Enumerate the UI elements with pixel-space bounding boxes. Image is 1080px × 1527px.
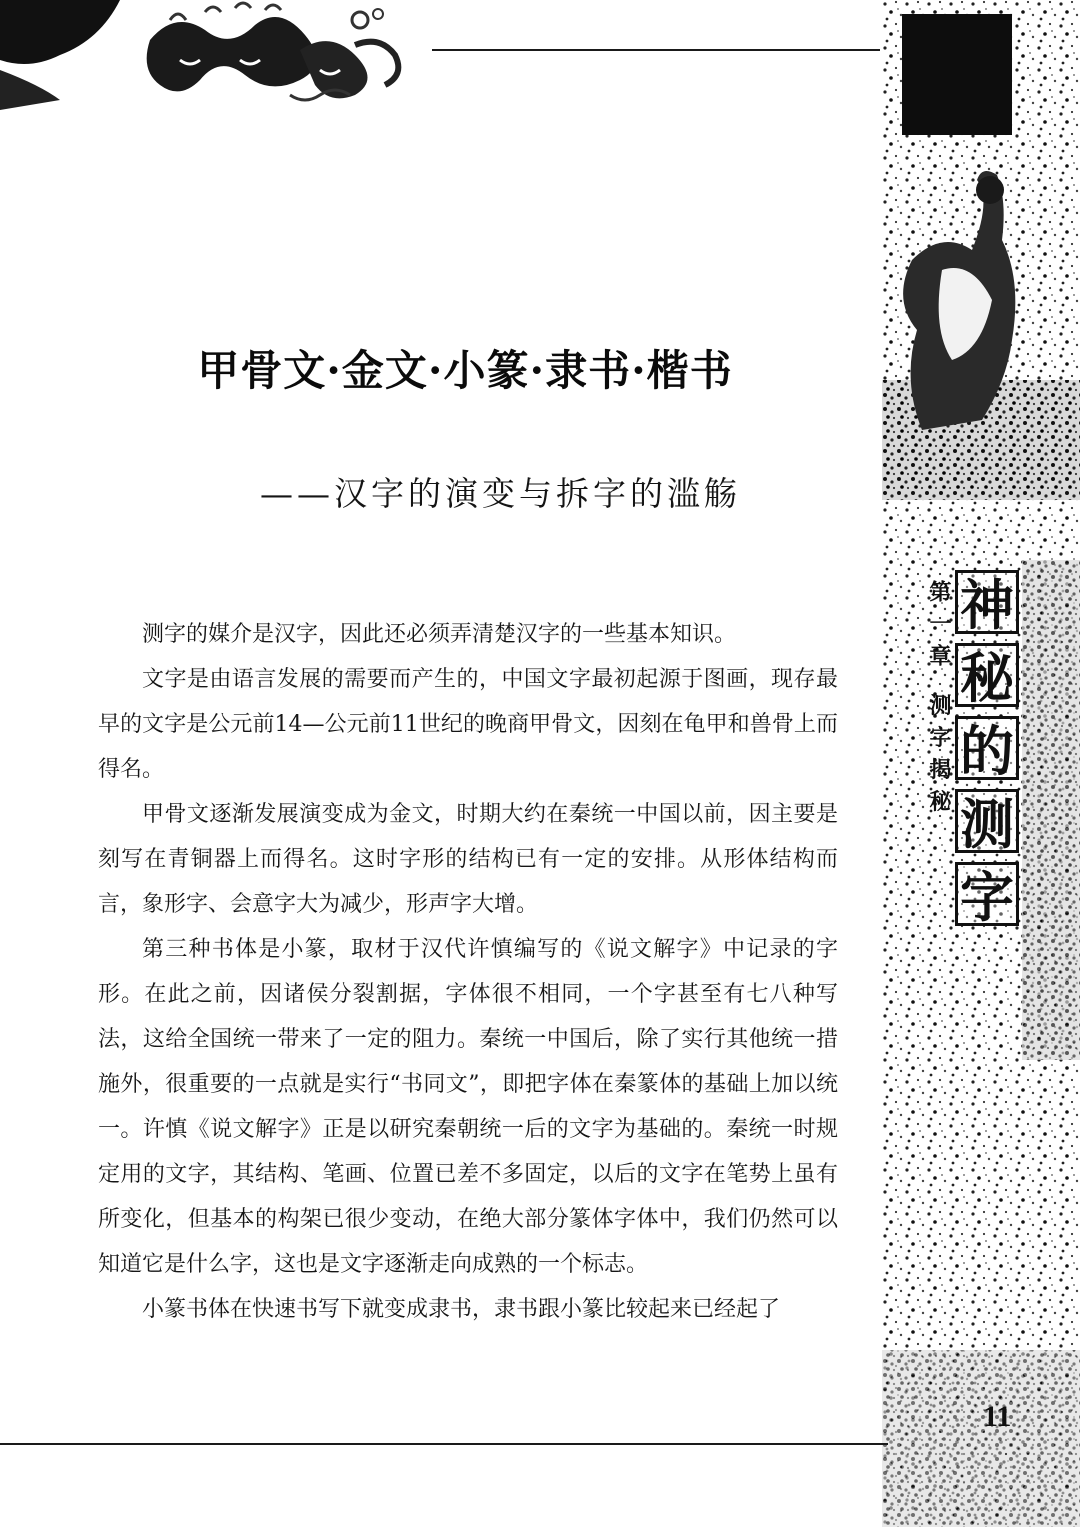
footer-rule: [0, 1443, 888, 1445]
sidebar-black-block: [902, 14, 1012, 135]
page-number: 11: [983, 1400, 1012, 1433]
title-char: 神: [955, 570, 1019, 634]
dragon-ornament: [0, 0, 440, 115]
paragraph: 甲骨文逐渐发展演变成为金文，时期大约在秦统一中国以前，因主要是刻写在青铜器上而得名。这时字形的结构已有一定的安排。从形体结构而言，象形字、会意字大为减少，形声字大增。: [98, 802, 838, 917]
paragraph: 第三种书体是小篆，取材于汉代许慎编写的《说文解字》中记录的字形。在此之前，因诸侯分裂割据，字体很不相同，一个字甚至有七八种写法，这给全国统一带来了一定的阻力。秦统一中国后，除了实行其他统一措施外，很重要的一点就是实行“书同文”，即把字体在秦篆体的基础上加以统一。许慎《说文解字》正是以研究秦朝统一后的文字为基础的。秦统一时规定用的文字，其结构、笔画、位置已差不多固定，以后的文字在笔势上虽有所变化，但基本的构架已很少变动，在绝大部分篆体字体中，我们仍然可以知道它是什么字，这也是文字逐渐走向成熟的一个标志。: [98, 937, 838, 1277]
title-char: 测: [955, 789, 1019, 853]
header-rule: [432, 49, 880, 51]
sidebar-vertical-title: [955, 570, 1025, 935]
article-body: [98, 612, 838, 1332]
title-char: 秘: [955, 643, 1019, 707]
page-title: 甲骨文·金文·小篆·隶书·楷书: [197, 346, 733, 395]
paragraph: 文字是由语言发展的需要而产生的，中国文字最初起源于图画，现存最早的文字是公元前14—公元前11世纪的晚商甲骨文，因刻在龟甲和兽骨上而得名。: [98, 667, 838, 782]
paragraph: 测字的媒介是汉字，因此还必须弄清楚汉字的一些基本知识。: [142, 622, 737, 647]
dragon-icon: [0, 0, 440, 115]
page-subtitle: ——汉字的演变与拆字的滥觞: [260, 474, 741, 513]
chapter-label: 第一章 测字揭秘: [926, 580, 951, 822]
title-char: 字: [955, 862, 1019, 926]
paragraph: 小篆书体在快速书写下就变成隶书，隶书跟小篆比较起来已经起了: [142, 1297, 781, 1322]
title-char: 的: [955, 716, 1019, 780]
